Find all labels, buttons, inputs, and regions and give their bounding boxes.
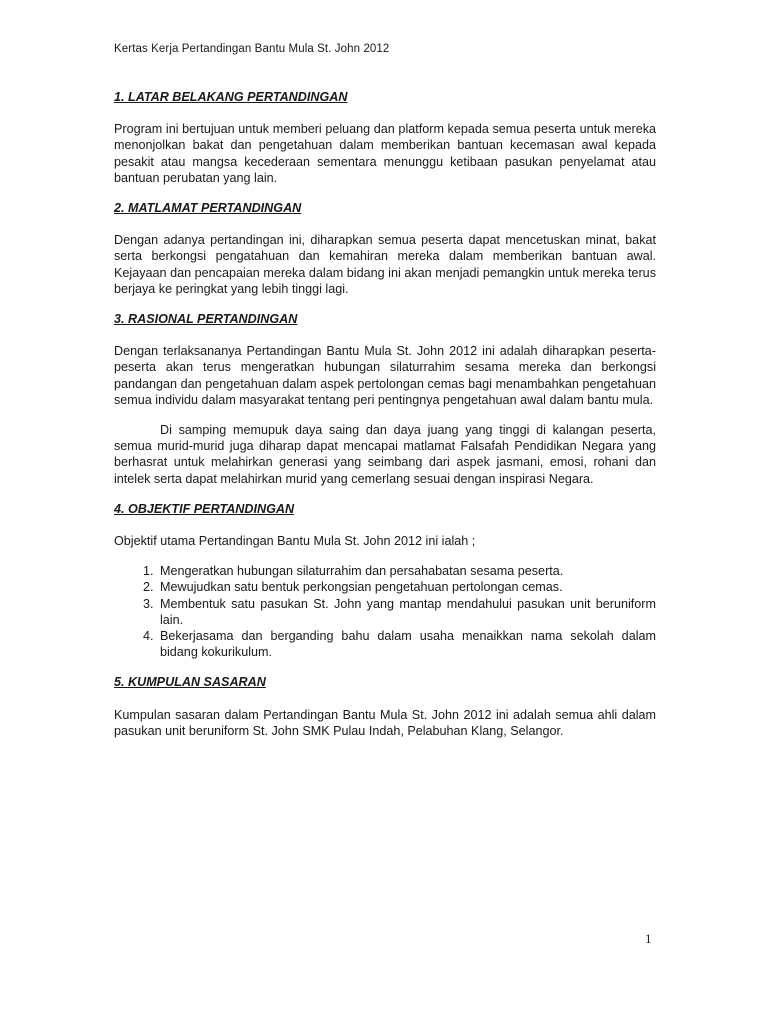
running-header: Kertas Kerja Pertandingan Bantu Mula St. John 2012: [114, 43, 390, 55]
paragraph: Dengan adanya pertandingan ini, diharapkan semua peserta dapat mencetuskan minat, bakat serta berkongsi pengatahuan dan kemahiran mereka dalam memberikan bantuan awal. Kejayaan dan pencapaian mereka dalam bidang ini akan menjadi pemangkin untuk mereka terus berjaya ke peringkat yang lebih tinggi lagi.: [114, 233, 656, 296]
list-item: 2. Mewujudkan satu bentuk perkongsian pengetahuan pertolongan cemas.: [157, 579, 656, 595]
section-rasional: [114, 311, 656, 487]
section-heading: 1. LATAR BELAKANG PERTANDINGAN: [114, 90, 348, 104]
section-heading: 4. OBJEKTIF PERTANDINGAN: [114, 501, 295, 516]
section-kumpulan-sasaran: [114, 674, 656, 739]
page-number: 1: [645, 931, 652, 946]
section-objektif: [114, 501, 656, 661]
section-matlamat: [114, 200, 656, 297]
section-heading: 5. KUMPULAN SASARAN: [114, 675, 266, 690]
paragraph: Kumpulan sasaran dalam Pertandingan Bantu Mula St. John 2012 ini adalah semua ahli dalam pasukan unit beruniform St. John SMK Pulau Indah, Pelabuhan Klang, Selangor.: [114, 707, 656, 738]
section-heading: 2. MATLAMAT PERTANDINGAN: [114, 201, 302, 216]
objectives-intro: Objektif utama Pertandingan Bantu Mula St. John 2012 ini ialah ;: [114, 534, 476, 549]
document-body: [114, 89, 656, 753]
section-latar-belakang: [114, 89, 656, 186]
objectives-list: [114, 563, 656, 660]
paragraph: Dengan terlaksananya Pertandingan Bantu Mula St. John 2012 ini adalah diharapkan peserta-peserta akan terus mengeratkan hubungan silaturrahim sesama mereka dan berkongsi pandangan dan pengetahuan dalam aspek pertolongan cemas bagi menambahkan pengetahuan semua individu dalam masyarakat tentang peri pentingnya pengetahuan awal dalam bantu mula.: [114, 344, 656, 407]
section-heading: 3. RASIONAL PERTANDINGAN: [114, 312, 298, 327]
paragraph: Program ini bertujuan untuk memberi peluang dan platform kepada semua peserta untuk mereka menonjolkan bakat dan pengetahuan dalam memberikan bantuan kecemasan awal kepada pesakit atau mangsa kecederaan sementara menunggu ketibaan pasukan penyelamat atau bantuan perubatan yang lain.: [114, 122, 656, 185]
list-item: 1. Mengeratkan hubungan silaturrahim dan persahabatan sesama peserta.: [157, 563, 656, 579]
list-item: 3. Membentuk satu pasukan St. John yang mantap mendahului pasukan unit beruniform lain.: [157, 596, 656, 628]
paragraph: Di samping memupuk daya saing dan daya juang yang tinggi di kalangan peserta, semua murid-murid juga diharap dapat mencapai matlamat Falsafah Pendidikan Negara yang berhasrat untuk melahirkan generasi yang seimbang dari aspek jasmani, emosi, rohani dan intelek serta dapat melahirkan murid yang cemerlang sesuai dengan inspirasi Negara.: [114, 423, 656, 486]
list-item: 4. Bekerjasama dan berganding bahu dalam usaha menaikkan nama sekolah dalam bidang kokurikulum.: [157, 628, 656, 660]
